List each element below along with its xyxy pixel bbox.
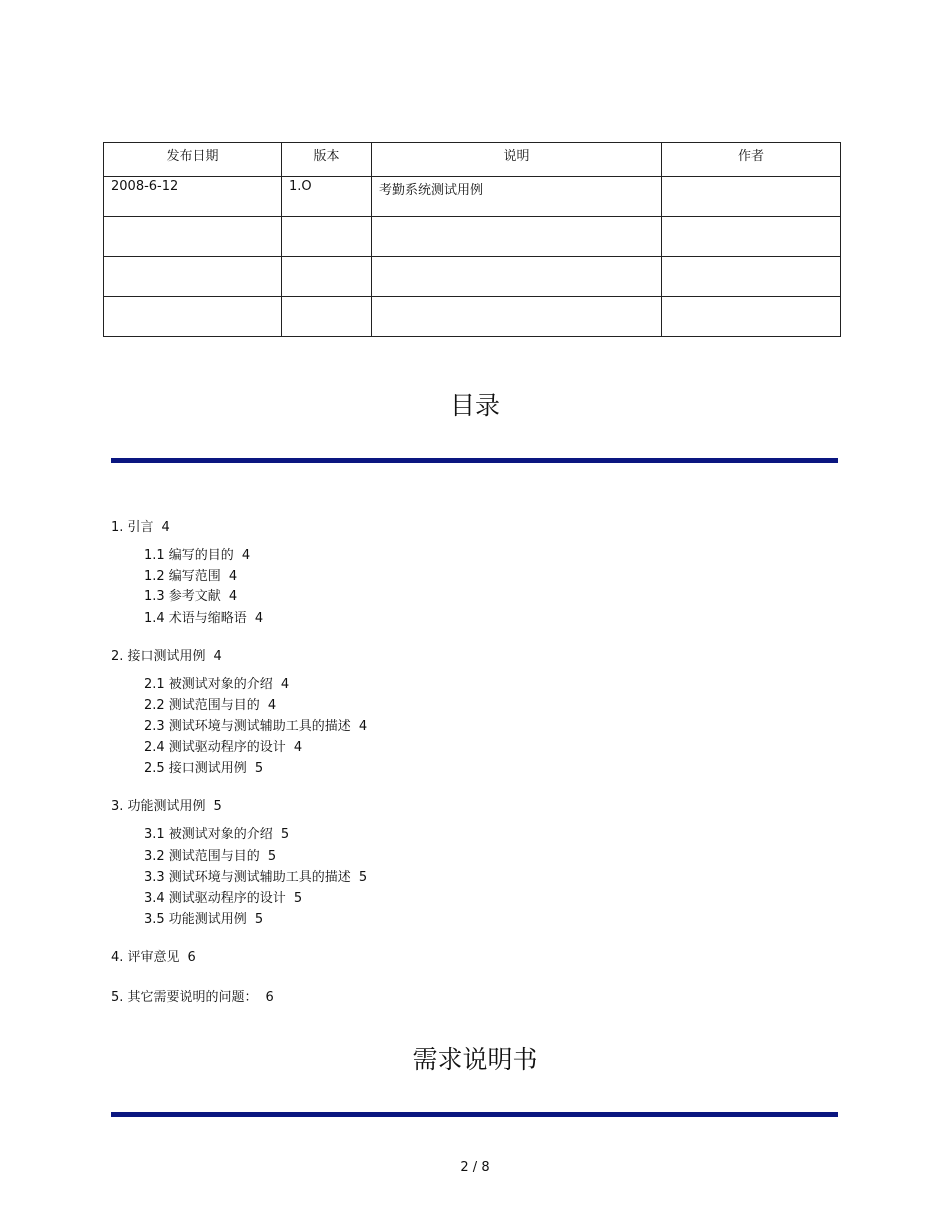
page-indicator: 2 / 8 <box>460 1160 490 1175</box>
toc-entry-page: 5 <box>280 827 290 842</box>
toc-entry-page: 5 <box>213 799 222 814</box>
toc-entry-page: 5 <box>358 870 368 885</box>
toc-entry-page: 4 <box>161 520 170 535</box>
toc-entry-page: 5 <box>293 891 303 906</box>
toc-entry-text: 3.1 被测试对象的介绍 <box>144 827 273 842</box>
toc-title: 目录 <box>449 391 500 420</box>
toc-entry-text: 3. 功能测试用例 <box>111 799 206 814</box>
toc-entry-page: 4 <box>254 611 264 626</box>
toc-entry-text: 4. 评审意见 <box>111 950 180 965</box>
toc-entry[interactable] <box>144 736 302 755</box>
header-version: 版本 <box>282 143 372 177</box>
toc-entry[interactable] <box>111 645 222 664</box>
toc-entry-page: 4 <box>358 719 368 734</box>
toc-entry[interactable] <box>144 694 276 713</box>
toc-entry-text: 2.3 测试环境与测试辅助工具的描述 <box>144 719 351 734</box>
toc-entry[interactable] <box>111 516 170 535</box>
toc-entry[interactable] <box>144 887 302 906</box>
toc-entry-text: 3.5 功能测试用例 <box>144 912 247 927</box>
toc-entry[interactable] <box>144 607 263 626</box>
cell-version: 1.O <box>282 177 372 217</box>
toc-entry[interactable] <box>144 715 367 734</box>
toc-entry-page: 5 <box>254 761 264 776</box>
toc-entry-text: 1.2 编写范围 <box>144 569 221 584</box>
toc-entry-text: 2.2 测试范围与目的 <box>144 698 260 713</box>
section-title-rule <box>111 1112 838 1117</box>
toc-entry-page: 6 <box>265 990 274 1005</box>
toc-entry[interactable] <box>111 795 222 814</box>
toc-entry-text: 1.3 参考文献 <box>144 589 221 604</box>
toc-entry-text: 1. 引言 <box>111 520 154 535</box>
header-description: 说明 <box>372 143 662 177</box>
toc-entry-text: 3.3 测试环境与测试辅助工具的描述 <box>144 870 351 885</box>
toc-entry[interactable] <box>144 757 263 776</box>
toc-entry-text: 2.5 接口测试用例 <box>144 761 247 776</box>
toc-entry-page: 4 <box>280 677 290 692</box>
toc-entry-page: 5 <box>267 849 277 864</box>
toc-entry-text: 2. 接口测试用例 <box>111 649 206 664</box>
toc-entry-text: 3.2 测试范围与目的 <box>144 849 260 864</box>
toc-entry[interactable] <box>144 673 289 692</box>
toc-entry[interactable] <box>144 585 237 604</box>
toc-entry-page: 4 <box>293 740 303 755</box>
section-title: 需求说明书 <box>412 1045 538 1074</box>
toc-entry[interactable] <box>144 866 367 885</box>
toc-entry[interactable] <box>144 823 289 842</box>
toc-entry-page: 5 <box>254 912 264 927</box>
toc-entry-text: 1.1 编写的目的 <box>144 548 234 563</box>
toc-entry-text: 2.1 被测试对象的介绍 <box>144 677 273 692</box>
toc-entry-text: 1.4 术语与缩略语 <box>144 611 247 626</box>
cell-release-date: 2008-6-12 <box>104 177 282 217</box>
toc-entry-page: 4 <box>213 649 222 664</box>
header-release-date: 发布日期 <box>104 143 282 177</box>
toc-entry-page: 4 <box>228 589 238 604</box>
toc-entry-text: 5. 其它需要说明的问题： <box>111 990 258 1005</box>
toc-entry[interactable] <box>111 946 196 965</box>
toc-entry[interactable] <box>144 908 263 927</box>
toc-entry-text: 3.4 测试驱动程序的设计 <box>144 891 286 906</box>
toc-entry[interactable] <box>144 544 250 563</box>
toc-entry[interactable] <box>111 986 274 1005</box>
toc-entry[interactable] <box>144 845 276 864</box>
header-author: 作者 <box>662 143 841 177</box>
cell-description: 考勤系统测试用例 <box>372 177 662 217</box>
toc-entry-text: 2.4 测试驱动程序的设计 <box>144 740 286 755</box>
toc-entry-page: 6 <box>187 950 196 965</box>
toc-entry-page: 4 <box>241 548 251 563</box>
toc-entry-page: 4 <box>267 698 277 713</box>
toc-entry[interactable] <box>144 565 237 584</box>
toc-entry-page: 4 <box>228 569 238 584</box>
